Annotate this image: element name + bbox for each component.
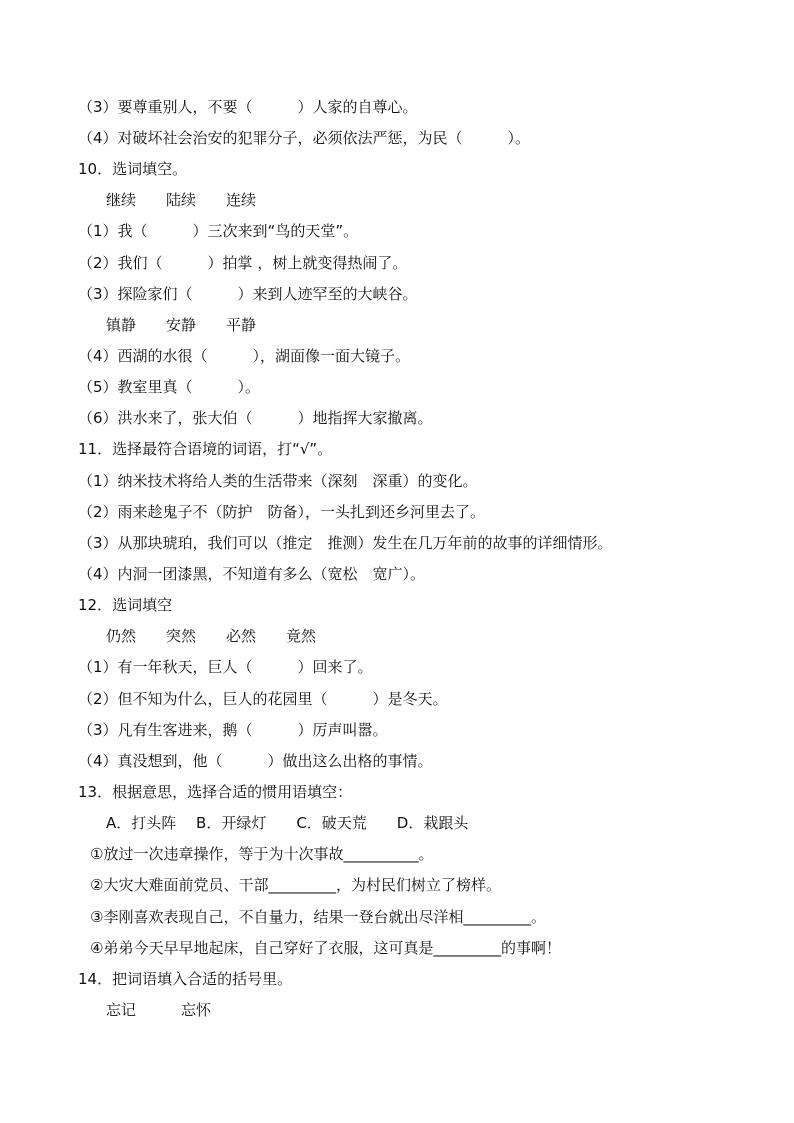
text-line-13-1: ①放过一次违章操作，等于为十次事故__________。 bbox=[90, 845, 434, 863]
question-10-title: 10．选词填空。 bbox=[78, 160, 188, 178]
text-line-12-3: （3）凡有生客进来，鹅（ ）厉声叫嚣。 bbox=[78, 721, 388, 739]
choice-options-13: A．打头阵 B．开绿灯 C．破天荒 D．栽跟头 bbox=[106, 814, 469, 832]
text-line-10-2: （2）我们（ ）拍掌 ，树上就变得热闹了。 bbox=[78, 254, 408, 272]
question-13-title: 13．根据意思，选择合适的惯用语填空： bbox=[78, 783, 353, 801]
text-line-11-4: （4）内洞一团漆黑，不知道有多么（宽松 宽广）。 bbox=[78, 565, 426, 583]
text-line-10-6: （6）洪水来了，张大伯（ ）地指挥大家撤离。 bbox=[78, 409, 433, 427]
word-options-14: 忘记 忘怀 bbox=[106, 1001, 212, 1019]
text-line-10-4: （4）西湖的水很（ ），湖面像一面大镜子。 bbox=[78, 347, 411, 365]
text-line-12-4: （4）真没想到，他（ ）做出这么出格的事情。 bbox=[78, 752, 433, 770]
text-line-10-3: （3）探险家们（ ）来到人迹罕至的大峡谷。 bbox=[78, 285, 418, 303]
text-line-10-1: （1）我（ ）三次来到“鸟的天堂”。 bbox=[78, 222, 359, 240]
word-options-10b: 镇静 安静 平静 bbox=[106, 316, 257, 334]
text-line-10-5: （5）教室里真（ ）。 bbox=[78, 378, 261, 396]
question-14-title: 14．把词语填入合适的括号里。 bbox=[78, 970, 293, 988]
text-line-11-1: （1）纳米技术将给人类的生活带来（深刻 深重）的变化。 bbox=[78, 472, 478, 490]
question-11-title: 11．选择最符合语境的词语，打“√”。 bbox=[78, 440, 333, 458]
text-line-11-3: （3）从那块琥珀，我们可以（推定 推测）发生在几万年前的故事的详细情形。 bbox=[78, 534, 613, 552]
text-line-13-2: ②大灾大难面前党员、干部_________，为村民们树立了榜样。 bbox=[90, 876, 501, 894]
word-options-12: 仍然 突然 必然 竟然 bbox=[106, 627, 317, 645]
question-12-title: 12．选词填空 bbox=[78, 596, 173, 614]
text-line-13-3: ③李刚喜欢表现自己，不自量力，结果一登台就出尽洋相_________。 bbox=[90, 908, 546, 926]
text-line-12-1: （1）有一年秋天，巨人（ ）回来了。 bbox=[78, 658, 373, 676]
text-line-12-2: （2）但不知为什么，巨人的花园里（ ）是冬天。 bbox=[78, 690, 448, 708]
word-options-10a: 继续 陆续 连续 bbox=[106, 191, 257, 209]
text-line-3-2: （3）要尊重别人，不要（ ）人家的自尊心。 bbox=[78, 98, 418, 116]
text-line-13-4: ④弟弟今天早早地起床，自己穿好了衣服，这可真是_________的事啊！ bbox=[90, 939, 561, 957]
text-line-3-3: （4）对破坏社会治安的犯罪分子，必须依法严惩，为民（ ）。 bbox=[78, 129, 531, 147]
text-line-11-2: （2）雨来趁鬼子不（防护 防备），一头扎到还乡河里去了。 bbox=[78, 503, 486, 521]
